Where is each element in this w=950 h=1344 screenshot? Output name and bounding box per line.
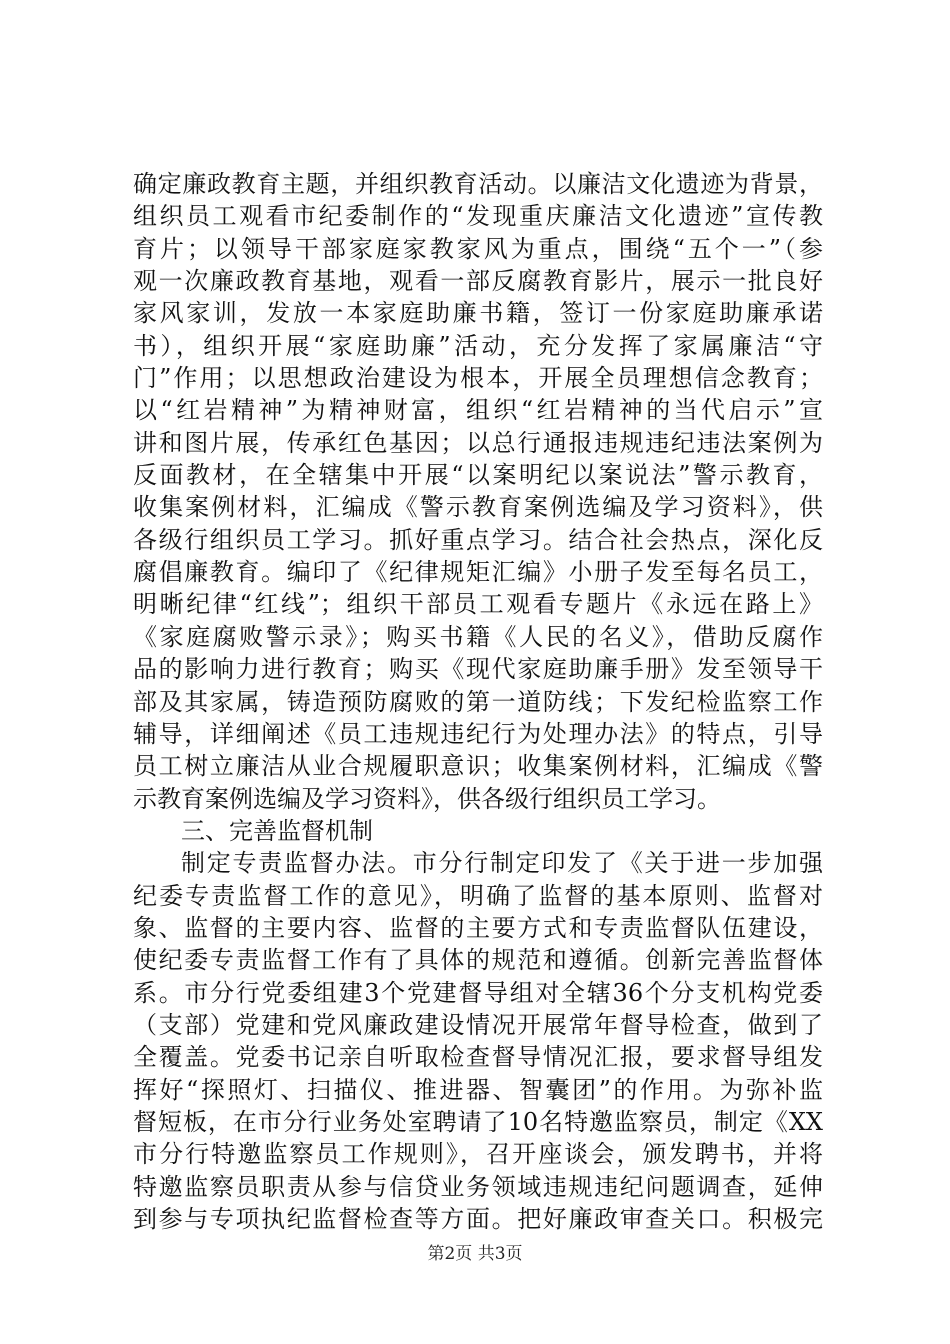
text-line: 部及其家属，铸造预防腐败的第一道防线；下发纪检监察工作 xyxy=(133,687,823,716)
text-line: 品的影响力进行教育；购买《现代家庭助廉手册》发至领导干 xyxy=(133,655,823,684)
text-line: 育片；以领导干部家庭家教家风为重点，围绕“五个一”（参 xyxy=(133,234,823,263)
text-line: 挥好“探照灯、扫描仪、推进器、智囊团”的作用。为弥补监 xyxy=(133,1075,823,1104)
text-line: 到参与专项执纪监督检查等方面。把好廉政审查关口。积极完 xyxy=(133,1205,823,1233)
text-line: 市分行特邀监察员工作规则》，召开座谈会，颁发聘书，并将 xyxy=(133,1140,823,1169)
text-line: 辅导，详细阐述《员工违规违纪行为处理办法》的特点，引导 xyxy=(133,719,823,748)
text-line: 组织员工观看市纪委制作的“发现重庆廉洁文化遗迹”宣传教 xyxy=(133,202,823,231)
page-number: 第2页 共3页 xyxy=(427,1244,523,1264)
text-line: 纪委专责监督工作的意见》，明确了监督的基本原则、监督对 xyxy=(133,881,823,910)
text-line: 督短板，在市分行业务处室聘请了10名特邀监察员，制定《XX xyxy=(133,1107,823,1136)
text-line: （支部）党建和党风廉政建设情况开展常年督导检查，做到了 xyxy=(133,1010,823,1039)
text-line: 收集案例材料，汇编成《警示教育案例选编及学习资料》，供 xyxy=(133,493,823,522)
text-line: 特邀监察员职责从参与信贷业务领域违规违纪问题调查，延伸 xyxy=(133,1172,823,1201)
text-line: 书），组织开展“家庭助廉”活动，充分发挥了家属廉洁“守 xyxy=(133,331,823,360)
text-line: 观一次廉政教育基地，观看一部反腐教育影片，展示一批良好 xyxy=(133,267,823,296)
text-line: 确定廉政教育主题，并组织教育活动。以廉洁文化遗迹为背景， xyxy=(133,170,823,198)
text-line: 各级行组织员工学习。抓好重点学习。结合社会热点，深化反 xyxy=(133,525,823,554)
text-line: 腐倡廉教育。编印了《纪律规矩汇编》小册子发至每名员工， xyxy=(133,558,823,587)
text-line: 系。市分行党委组建3个党建督导组对全辖36个分支机构党委 xyxy=(133,978,823,1007)
text-line: 员工树立廉洁从业合规履职意识；收集案例材料，汇编成《警 xyxy=(133,752,823,781)
text-line: 全覆盖。党委书记亲自听取检查督导情况汇报，要求督导组发 xyxy=(133,1043,823,1072)
text-line: 使纪委专责监督工作有了具体的规范和遵循。创新完善监督体 xyxy=(133,946,823,975)
document-body xyxy=(133,168,823,1235)
text-line: 家风家训，发放一本家庭助廉书籍，签订一份家庭助廉承诺 xyxy=(133,299,823,328)
text-line: 制定专责监督办法。市分行制定印发了《关于进一步加强 xyxy=(181,849,823,878)
text-line: 讲和图片展，传承红色基因；以总行通报违规违纪违法案例为 xyxy=(133,428,823,457)
section-heading: 三、完善监督机制 xyxy=(181,816,373,845)
text-line: 反面教材，在全辖集中开展“以案明纪以案说法”警示教育， xyxy=(133,461,823,490)
page-footer xyxy=(0,1243,950,1265)
text-line: 《家庭腐败警示录》；购买书籍《人民的名义》，借助反腐作 xyxy=(133,622,823,651)
text-line: 示教育案例选编及学习资料》，供各级行组织员工学习。 xyxy=(133,784,721,813)
text-line: 象、监督的主要内容、监督的主要方式和专责监督队伍建设， xyxy=(133,913,823,942)
text-line: 明晰纪律“红线”；组织干部员工观看专题片《永远在路上》 xyxy=(133,590,823,619)
text-line: 以“红岩精神”为精神财富，组织“红岩精神的当代启示”宣 xyxy=(133,396,823,425)
text-line: 门”作用；以思想政治建设为根本，开展全员理想信念教育； xyxy=(133,364,823,393)
